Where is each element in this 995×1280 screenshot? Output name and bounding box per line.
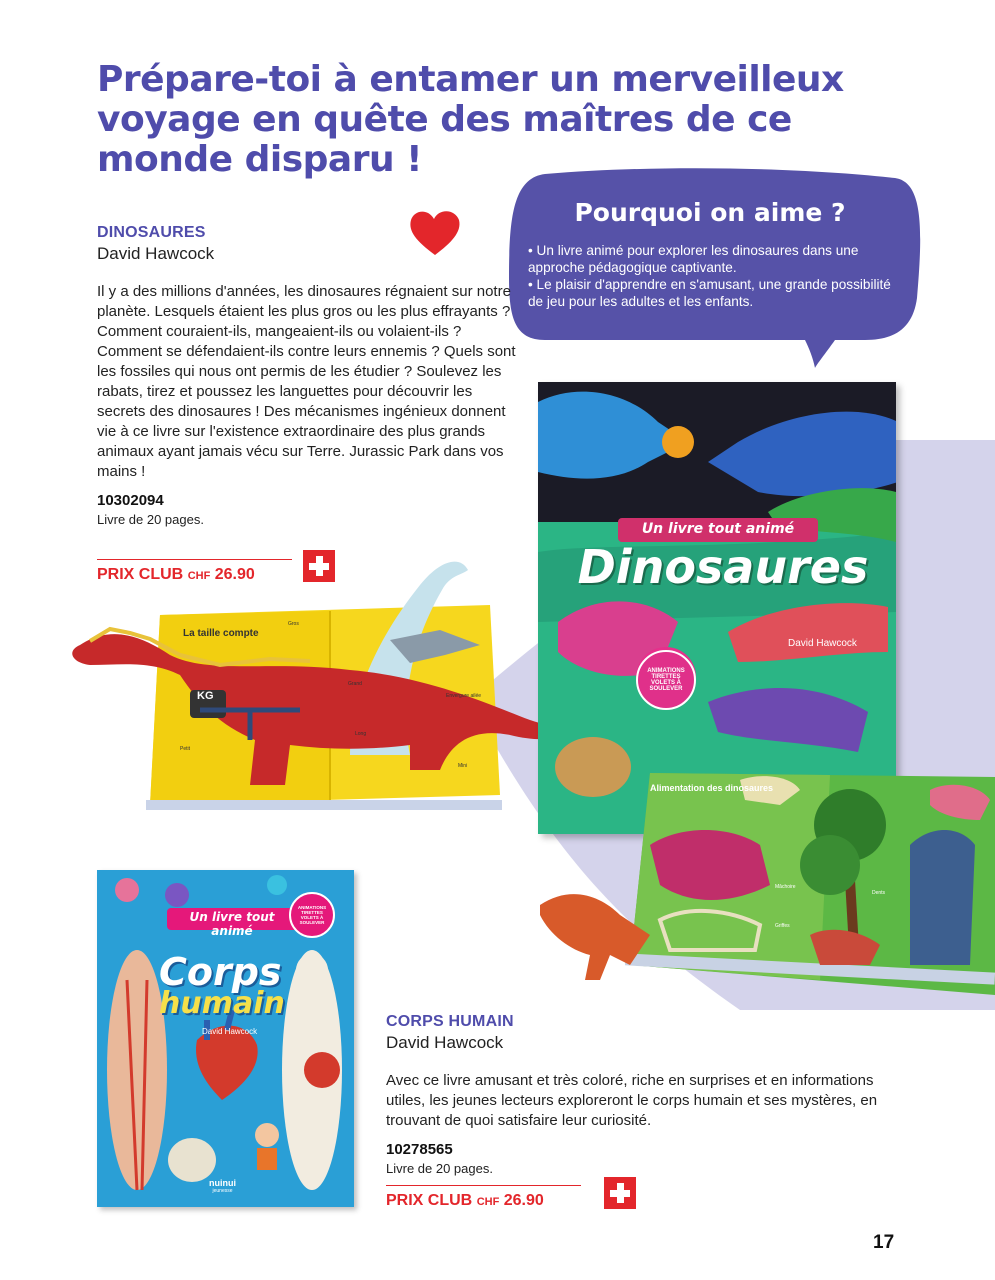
cover-badge: ANIMATIONS TIRETTES VOLETS À SOULEVER (289, 892, 335, 938)
book-spread-size (50, 545, 610, 815)
bubble-point: • Un livre animé pour explorer les dinosaures dans une approche pédagogique captivante. (528, 243, 859, 275)
price-label: PRIX CLUB (97, 566, 184, 583)
price-currency: CHF (187, 570, 211, 582)
price-divider (386, 1185, 581, 1186)
product-pages: Livre de 20 pages. (97, 512, 204, 527)
spread-label: Envergure ailée (446, 693, 482, 699)
publisher-sub: jeunesse (212, 1188, 233, 1194)
cover-title: Corps (159, 950, 282, 994)
cover-subtitle: humain (159, 986, 285, 1021)
spread-label: Gros (288, 621, 299, 627)
product-corps-humain (386, 1013, 886, 1176)
bubble-text (528, 242, 898, 310)
spread-label: Long (355, 731, 367, 737)
price-label: PRIX CLUB (386, 1192, 473, 1209)
spread-title: Alimentation des dinosaures (650, 783, 774, 793)
book-spread-food (530, 765, 995, 1015)
spread-label: Grand (348, 681, 362, 687)
book-cover-corps (97, 870, 354, 1207)
product-description: Avec ce livre amusant et très coloré, riche en surprises et en informations utiles, les jeunes lecteurs exploreront le corps humain et ses mystères, en trouvant de quoi satisfaire leur curiosité. (386, 1072, 878, 1129)
publisher-logo (209, 1178, 236, 1194)
product-code: 10302094 (97, 492, 164, 509)
swiss-flag-icon (604, 1177, 636, 1209)
publisher-name: nuinui (209, 1178, 236, 1188)
weight-label: KG (197, 690, 214, 702)
spread-label: Griffes (775, 923, 790, 929)
product-author: David Hawcock (386, 1033, 504, 1052)
product-description: Il y a des millions d'années, les dinosaures régnaient sur notre planète. Lesquels étaient les plus gros ou les plus effrayants ? Comment couraient-ils, mangeaient-ils ou volaient-ils ? Comment se défendaient-ils contre leurs ennemis ? Quels sont les fossiles qui nous ont permis de les étudier ? Soulevez les rabats, tirez et poussez les languettes pour découvrir les secrets des dinosaures ! Des mécanismes ingénieux donnent vie à ce livre sur l'existence extraordinaire des plus grands animaux ayant jamais vécu sur Terre. Jurassic Park dans vos mains ! (97, 283, 516, 480)
product-author: David Hawcock (97, 244, 215, 263)
price-currency: CHF (476, 1196, 500, 1208)
page-number: 17 (873, 1232, 895, 1253)
spread-label: Dents (872, 890, 886, 896)
cover-badge: ANIMATIONS TIRETTES VOLETS À SOULEVER (636, 650, 696, 710)
cover-author: David Hawcock (788, 638, 857, 649)
spread-label: Mini (458, 763, 468, 769)
product-pages: Livre de 20 pages. (386, 1161, 493, 1176)
product-title: DINOSAURES (97, 224, 206, 241)
spread-title: La taille compte (183, 628, 259, 639)
cover-banner: Un livre tout animé (641, 521, 795, 537)
product-dinosaures (97, 224, 517, 527)
cover-author: David Hawcock (202, 1027, 258, 1036)
price-value: 26.90 (503, 1192, 544, 1209)
cover-banner: Un livre tout animé (189, 910, 275, 938)
product-title: CORPS HUMAIN (386, 1013, 514, 1030)
spread-label: Mâchoire (775, 884, 796, 890)
cover-title: Dinosaures (577, 540, 869, 594)
page-headline: Prépare-toi à entamer un merveilleux voyage en quête des maîtres de ce monde disparu ! (97, 59, 844, 180)
product-code: 10278565 (386, 1141, 453, 1158)
price (386, 1192, 581, 1210)
bubble-title: Pourquoi on aime ? (574, 198, 846, 227)
bubble-point: • Le plaisir d'apprendre en s'amusant, une grande possibilité de jeu pour les adultes et les enfants. (528, 277, 891, 309)
price-value: 26.90 (214, 566, 255, 583)
price-block (386, 1185, 581, 1210)
spread-label: Petit (180, 746, 191, 752)
